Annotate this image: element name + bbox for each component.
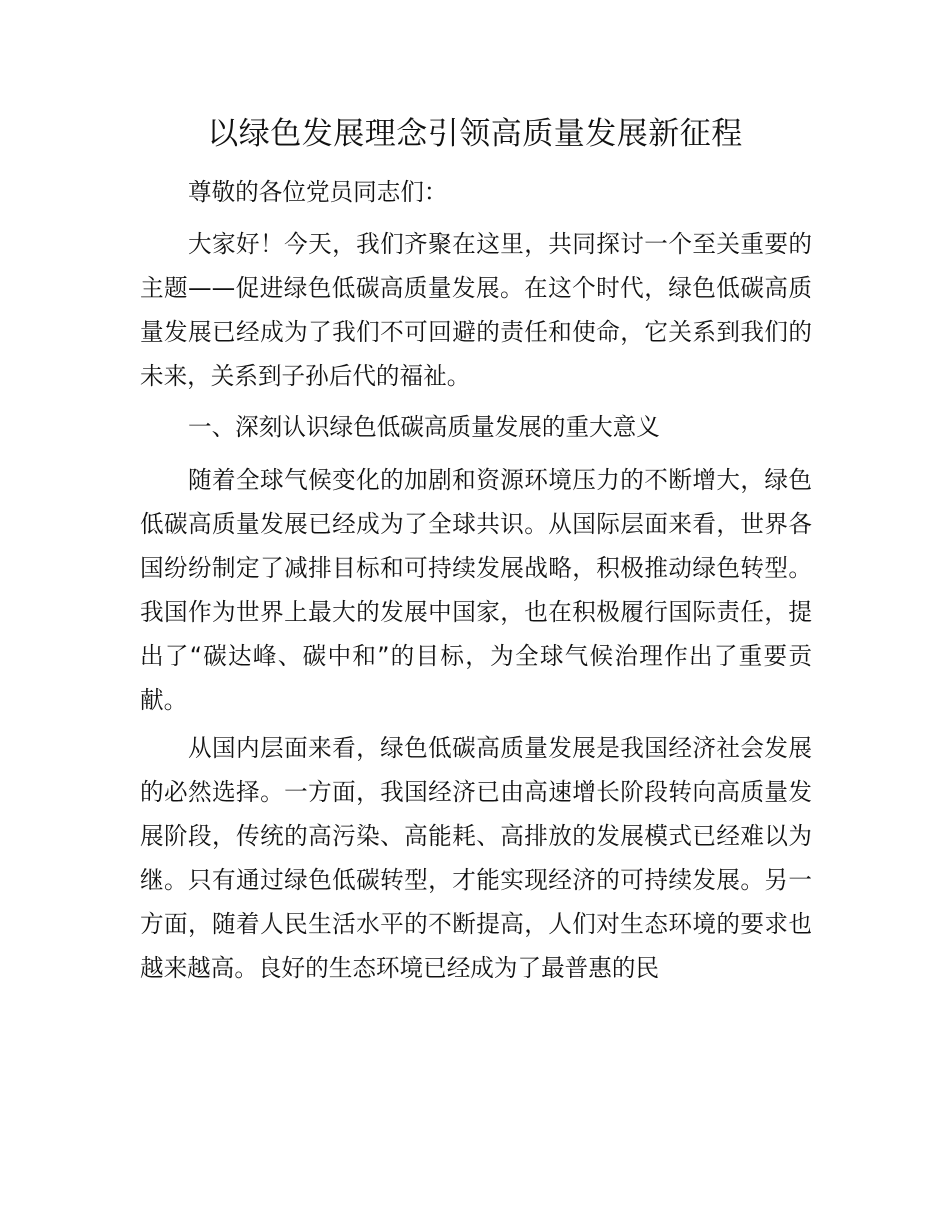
paragraph-intro: 大家好！今天，我们齐聚在这里，共同探讨一个至关重要的主题——促进绿色低碳高质量发展。在这个时代，绿色低碳高质量发展已经成为了我们不可回避的责任和使命，它关系到我们的未来，关系到子孙后代的福祉。 xyxy=(140,230,812,390)
document-title: 以绿色发展理念引领高质量发展新征程 xyxy=(207,116,743,152)
section-heading: 一、深刻认识绿色低碳高质量发展的重大意义 xyxy=(188,413,660,441)
greeting: 尊敬的各位党员同志们： xyxy=(188,178,448,206)
paragraph-international: 随着全球气候变化的加剧和资源环境压力的不断增大，绿色低碳高质量发展已经成为了全球共识。从国际层面来看，世界各国纷纷制定了减排目标和可持续发展战略，积极推动绿色转型。我国作为世界上最大的发展中国家，也在积极履行国际责任，提出了“碳达峰、碳中和”的目标，为全球气候治理作出了重要贡献。 xyxy=(140,466,812,714)
paragraph-domestic: 从国内层面来看，绿色低碳高质量发展是我国经济社会发展的必然选择。一方面，我国经济已由高速增长阶段转向高质量发展阶段，传统的高污染、高能耗、高排放的发展模式已经难以为继。只有通过绿色低碳转型，才能实现经济的可持续发展。另一方面，随着人民生活水平的不断提高，人们对生态环境的要求也越来越高。良好的生态环境已经成为了最普惠的民 xyxy=(140,734,812,982)
